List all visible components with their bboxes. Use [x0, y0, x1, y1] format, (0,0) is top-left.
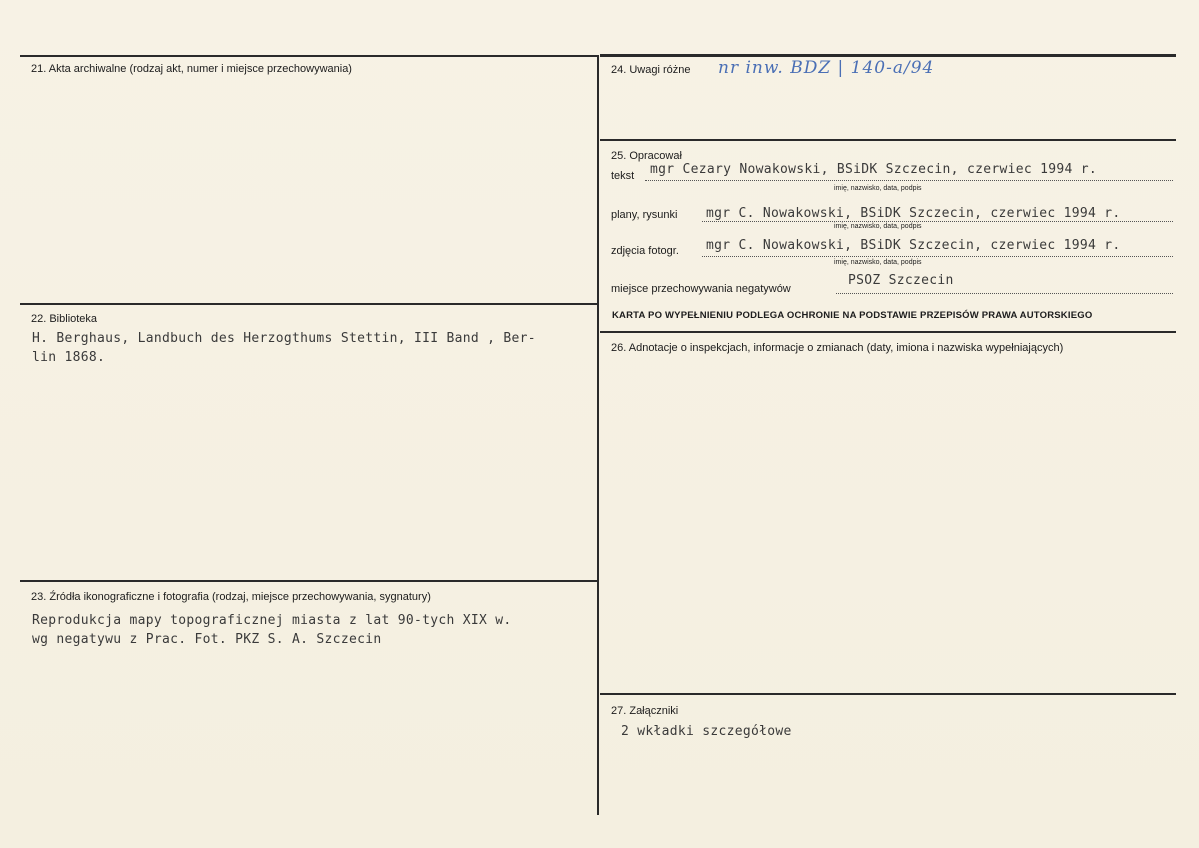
tekst-dotline — [645, 180, 1173, 181]
section27-label: 27. Załączniki — [611, 705, 679, 717]
negatywy-dotline — [836, 293, 1173, 294]
section23-label: 23. Źródła ikonograficzne i fotografia (rodzaj, miejsce przechowywania, sygnatury) — [31, 591, 431, 603]
section26-label: 26. Adnotacje o inspekcjach, informacje o zmianach (daty, imiona i nazwiska wypełniających) — [611, 342, 1064, 354]
rule-26 — [600, 331, 1176, 333]
rule-27 — [600, 693, 1176, 695]
section27-value: 2 wkładki szczegółowe — [621, 724, 792, 739]
plany-caption: imię, nazwisko, data, podpis — [834, 223, 922, 230]
copyright-notice: KARTA PO WYPEŁNIENIU PODLEGA OCHRONIE NA PODSTAWIE PRZEPISÓW PRAWA AUTORSKIEGO — [612, 310, 1093, 321]
tekst-caption: imię, nazwisko, data, podpis — [834, 185, 922, 192]
negatywy-value: PSOZ Szczecin — [848, 273, 954, 288]
rule-22 — [20, 303, 598, 305]
rule-23 — [20, 580, 598, 582]
section24-handwritten-note: nr inw. BDZ | 140-a/94 — [718, 58, 935, 78]
tekst-value: mgr Cezary Nowakowski, BSiDK Szczecin, czerwiec 1994 r. — [650, 162, 1097, 177]
plany-label: plany, rysunki — [611, 209, 678, 221]
plany-value: mgr C. Nowakowski, BSiDK Szczecin, czerwiec 1994 r. — [706, 206, 1121, 221]
section22-label: 22. Biblioteka — [31, 313, 98, 325]
zdjecia-value: mgr C. Nowakowski, BSiDK Szczecin, czerwiec 1994 r. — [706, 238, 1121, 253]
zdjecia-caption: imię, nazwisko, data, podpis — [834, 259, 922, 266]
section23-line1: Reprodukcja mapy topograficznej miasta z lat 90-tych XIX w. — [32, 613, 512, 628]
center-divider — [597, 55, 599, 815]
zdjecia-dotline — [702, 256, 1173, 257]
rule-25 — [600, 139, 1176, 141]
plany-dotline — [702, 221, 1173, 222]
section23-line2: wg negatywu z Prac. Fot. PKZ S. A. Szczecin — [32, 632, 382, 647]
tekst-label: tekst — [611, 170, 635, 182]
section21-label: 21. Akta archiwalne (rodzaj akt, numer i miejsce przechowywania) — [31, 63, 352, 75]
negatywy-label: miejsce przechowywania negatywów — [611, 283, 791, 295]
top-rule-left — [20, 55, 598, 57]
section24-label: 24. Uwagi różne — [611, 64, 691, 76]
section22-line2: lin 1868. — [32, 350, 106, 365]
zdjecia-label: zdjęcia fotogr. — [611, 245, 679, 257]
section22-line1: H. Berghaus, Landbuch des Herzogthums Stettin, III Band , Ber- — [32, 331, 536, 346]
section25-label: 25. Opracował — [611, 150, 682, 162]
top-rule-right — [600, 54, 1176, 57]
